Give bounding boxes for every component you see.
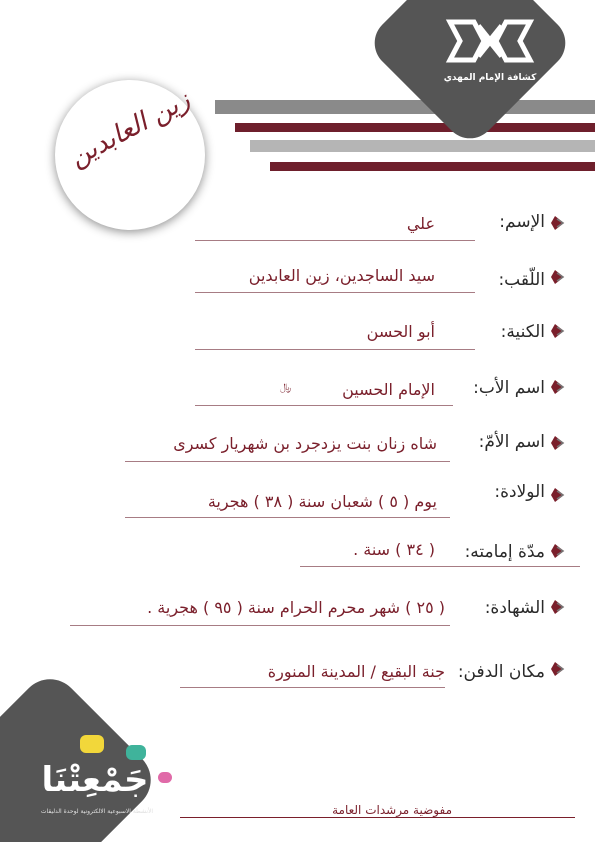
field-row-burial <box>0 654 595 694</box>
field-row-name <box>0 208 595 248</box>
field-label: مدّة إمامته: <box>464 542 545 562</box>
field-row-father <box>0 372 595 412</box>
field-label: اسم الأب: <box>473 378 545 398</box>
field-underline <box>300 566 580 567</box>
field-row-title <box>0 262 595 302</box>
field-underline <box>195 292 475 293</box>
field-underline <box>125 517 450 518</box>
field-value: ( ٢٥ ) شهر محرم الحرام سنة ( ٩٥ ) هجرية . <box>147 598 445 617</box>
scout-emblem-icon <box>430 18 550 68</box>
diamond-bullet-icon <box>551 435 565 451</box>
diamond-bullet-icon <box>551 661 565 677</box>
field-label: الكنية: <box>500 322 545 342</box>
field-label: مكان الدفن: <box>457 662 545 682</box>
footer-text: مفوضية مرشدات العامة <box>324 803 460 817</box>
field-label: اللّقب: <box>498 270 545 290</box>
field-underline <box>70 625 450 626</box>
field-label: الشهادة: <box>484 598 545 618</box>
diamond-bullet-icon <box>551 543 565 559</box>
field-row-kunya <box>0 316 595 356</box>
diamond-bullet-icon <box>551 269 565 285</box>
field-value: علي <box>406 214 435 233</box>
field-value: شاه زنان بنت يزدجرد بن شهريار كسرى <box>173 434 437 453</box>
field-row-mother <box>0 428 595 468</box>
honorific-glyph-icon: ﷼ <box>280 382 292 393</box>
field-value: سيد الساجدين، زين العابدين <box>248 266 435 285</box>
field-underline <box>195 240 475 241</box>
field-underline <box>195 405 453 406</box>
activity-title: جَمْعِتْنَا <box>41 760 149 800</box>
field-label: اسم الأمّ: <box>478 432 545 452</box>
decor-stripe-maroon <box>235 123 595 132</box>
decor-stripe-maroon-2 <box>270 162 595 171</box>
field-row-martyrdom <box>0 592 595 632</box>
field-underline <box>180 687 445 688</box>
field-value: ( ٣٤ ) سنة . <box>353 540 435 559</box>
org-name: كشافة الإمام المهدي <box>443 73 537 83</box>
chat-bubble-icon <box>126 745 146 760</box>
diamond-bullet-icon <box>551 215 565 231</box>
activity-subtitle: الأنشطة الاسبوعية الالكترونية لوحدة الدليقات <box>40 808 154 815</box>
field-row-imamate <box>0 536 595 576</box>
field-value: الإمام الحسين <box>342 380 435 399</box>
field-label: الإسم: <box>499 212 545 232</box>
field-row-birth <box>0 480 595 520</box>
diamond-bullet-icon <box>551 323 565 339</box>
decor-stripe-gray <box>215 100 595 114</box>
diamond-bullet-icon <box>551 599 565 615</box>
field-underline <box>195 349 475 350</box>
calligraphy-title: زين العابدين <box>64 84 195 174</box>
diamond-bullet-icon <box>551 379 565 395</box>
field-value: أبو الحسن <box>366 322 435 341</box>
decor-stripe-lightgray <box>250 140 595 152</box>
chat-bubble-icon <box>80 735 104 753</box>
field-value: جنة البقيع / المدينة المنورة <box>267 662 445 681</box>
field-label: الولادة: <box>494 482 545 502</box>
field-underline <box>125 461 450 462</box>
field-value: يوم ( ٥ ) شعبان سنة ( ٣٨ ) هجرية <box>207 492 437 511</box>
diamond-bullet-icon <box>551 487 565 503</box>
footer-divider <box>180 817 575 818</box>
